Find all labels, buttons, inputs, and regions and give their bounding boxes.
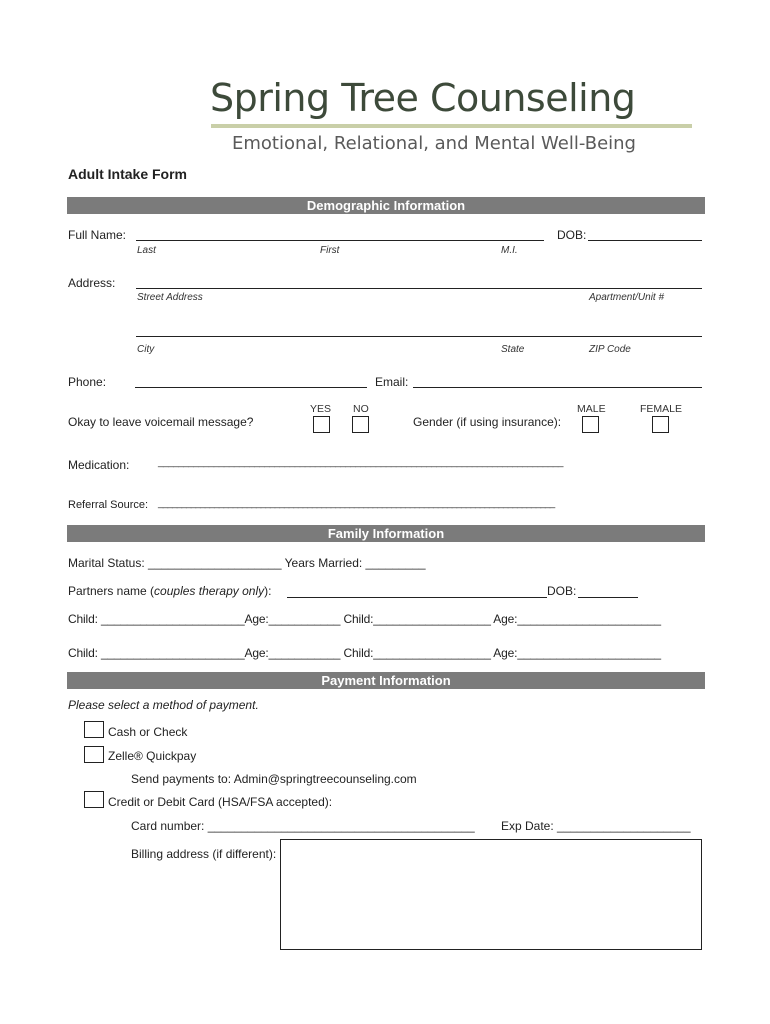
email-field[interactable] bbox=[413, 387, 702, 388]
dob-label: DOB: bbox=[557, 228, 587, 242]
voicemail-yes-checkbox[interactable] bbox=[313, 416, 330, 433]
street-address-sublabel: Street Address bbox=[137, 292, 203, 303]
section-header-payment: Payment Information bbox=[67, 672, 705, 689]
gender-female-checkbox[interactable] bbox=[652, 416, 669, 433]
phone-label: Phone: bbox=[68, 375, 107, 389]
voicemail-no-checkbox[interactable] bbox=[352, 416, 369, 433]
medication-field[interactable]: ________________________________________________________________________________ bbox=[158, 457, 563, 468]
credit-card-label: Credit or Debit Card (HSA/FSA accepted): bbox=[108, 795, 333, 809]
first-name-sublabel: First bbox=[320, 245, 340, 256]
section-header-family: Family Information bbox=[67, 525, 705, 542]
address-label: Address: bbox=[68, 276, 116, 290]
partners-name-label: Partners name (couples therapy only): bbox=[68, 584, 272, 598]
state-sublabel: State bbox=[501, 344, 525, 355]
middle-initial-sublabel: M.I. bbox=[501, 245, 518, 256]
logo-tagline: Emotional, Relational, and Mental Well-Being bbox=[232, 133, 636, 154]
phone-field[interactable] bbox=[135, 387, 367, 388]
zelle-checkbox[interactable] bbox=[84, 746, 104, 763]
apartment-sublabel: Apartment/Unit # bbox=[589, 292, 665, 303]
email-label: Email: bbox=[375, 375, 409, 389]
partners-name-field[interactable] bbox=[287, 597, 547, 598]
no-label: NO bbox=[353, 403, 369, 415]
exp-date-field[interactable]: Exp Date: ____________________ bbox=[501, 819, 691, 833]
section-header-demographic: Demographic Information bbox=[67, 197, 705, 214]
logo-underline bbox=[211, 124, 692, 128]
marital-status-row[interactable]: Marital Status: ____________________ Years Married: _________ bbox=[68, 556, 426, 570]
partners-dob-label: DOB: bbox=[547, 584, 577, 598]
credit-card-checkbox[interactable] bbox=[84, 791, 104, 808]
child-row-2[interactable]: Child: ______________________Age:___________ Child:__________________ Age:______________________ bbox=[68, 646, 661, 660]
city-state-zip-field[interactable] bbox=[136, 336, 702, 337]
form-title: Adult Intake Form bbox=[68, 166, 188, 182]
referral-source-label: Referral Source: bbox=[68, 499, 149, 511]
city-sublabel: City bbox=[137, 344, 155, 355]
full-name-field[interactable] bbox=[136, 240, 544, 241]
logo-title: Spring Tree Counseling bbox=[210, 76, 636, 120]
child-row-1[interactable]: Child: ______________________Age:___________ Child:__________________ Age:______________________ bbox=[68, 612, 661, 626]
billing-address-label: Billing address (if different): bbox=[131, 847, 277, 861]
zip-sublabel: ZIP Code bbox=[589, 344, 631, 355]
dob-field[interactable] bbox=[588, 240, 702, 241]
male-label: MALE bbox=[577, 403, 606, 415]
yes-label: YES bbox=[310, 403, 332, 415]
zelle-label: Zelle® Quickpay bbox=[108, 749, 197, 763]
payment-instruction: Please select a method of payment. bbox=[68, 698, 259, 712]
referral-source-field[interactable]: _____________________________________________________________________________________ bbox=[158, 498, 555, 509]
female-label: FEMALE bbox=[640, 403, 683, 415]
cash-check-label: Cash or Check bbox=[108, 725, 188, 739]
gender-label: Gender (if using insurance): bbox=[413, 415, 562, 429]
last-name-sublabel: Last bbox=[137, 245, 156, 256]
medication-label: Medication: bbox=[68, 458, 130, 472]
send-payments-text: Send payments to: Admin@springtreecounseling.com bbox=[131, 772, 417, 786]
card-number-field[interactable]: Card number: ________________________________________ bbox=[131, 819, 475, 833]
billing-address-textarea[interactable] bbox=[280, 839, 702, 950]
partners-dob-field[interactable] bbox=[578, 597, 638, 598]
full-name-label: Full Name: bbox=[68, 228, 127, 242]
voicemail-label: Okay to leave voicemail message? bbox=[68, 415, 254, 429]
street-address-field[interactable] bbox=[136, 288, 702, 289]
cash-check-checkbox[interactable] bbox=[84, 721, 104, 738]
gender-male-checkbox[interactable] bbox=[582, 416, 599, 433]
